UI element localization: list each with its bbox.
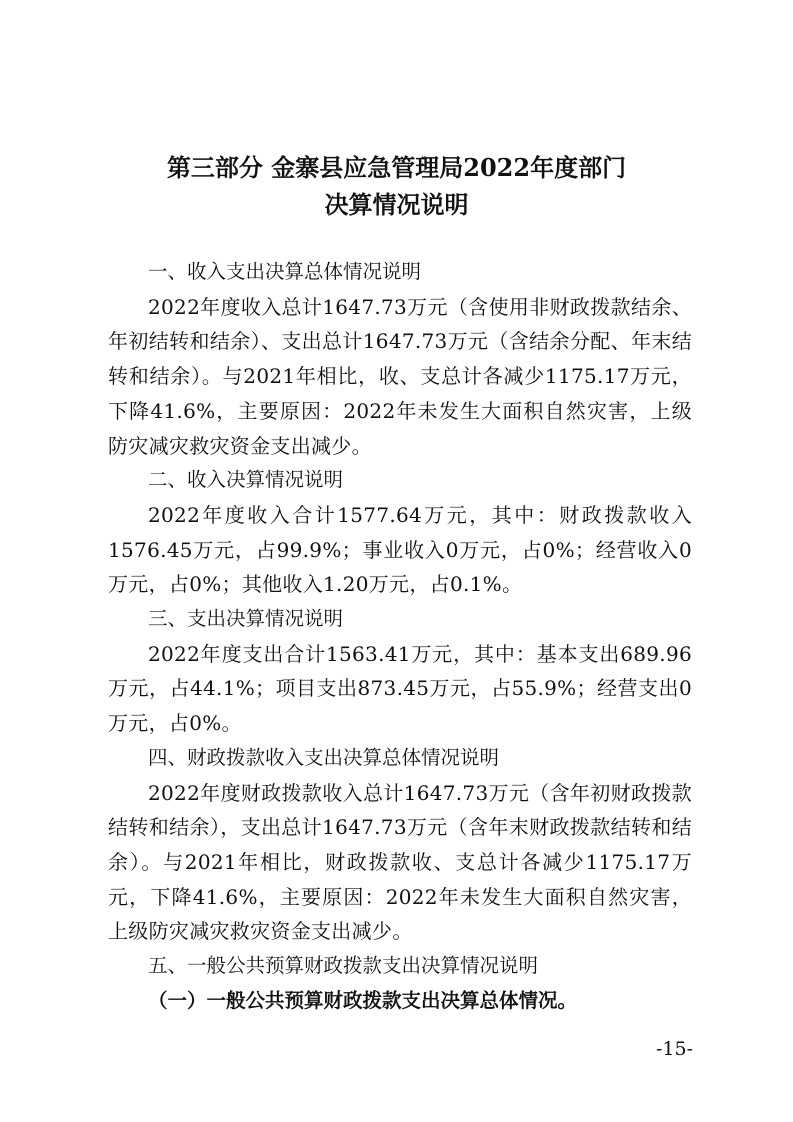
page-number: -15- <box>655 1038 693 1060</box>
section-5-heading: 五、一般公共预算财政拨款支出决算情况说明 <box>148 954 539 978</box>
section-5-subheading: （一）一般公共预算财政拨款支出决算总体情况。 <box>148 988 578 1012</box>
section-4-heading: 四、财政拨款收入支出决算总体情况说明 <box>148 745 500 769</box>
section-2-heading: 二、收入决算情况说明 <box>148 468 344 492</box>
page-title-line-1: 第三部分 金寨县应急管理局2022年度部门 <box>166 153 627 182</box>
section-1-text: 2022年度收入总计1647.73万元（含使用非财政拨款结余、年初结转和结余）、支出总计1647.73万元（含结余分配、年末结转和结余）。与2021年相比，收、支总计各减少1175.17万元，下降41.6%，主要原因：2022年未发生大面积自然灾害，上级防灾减灾救灾资金支出减少。 <box>108 294 692 458</box>
section-3-heading: 三、支出决算情况说明 <box>148 607 344 631</box>
section-4-text: 2022年度财政拨款收入总计1647.73万元（含年初财政拨款结转和结余），支出总计1647.73万元（含年末财政拨款结转和结余）。与2021年相比，财政拨款收、支总计各减少1175.17万元，下降41.6%，主要原因：2022年未发生大面积自然灾害，上级防灾减灾救灾资金支出减少。 <box>108 780 692 944</box>
section-3-text: 2022年度支出合计1563.41万元，其中：基本支出689.96万元，占44.1%；项目支出873.45万元，占55.9%；经营支出0万元，占0%。 <box>108 641 692 736</box>
section-1-heading: 一、收入支出决算总体情况说明 <box>148 260 422 283</box>
section-2-text: 2022年度收入合计1577.64万元，其中：财政拨款收入1576.45万元，占99.9%；事业收入0万元，占0%；经营收入0万元，占0%；其他收入1.20万元，占0.1%。 <box>108 502 692 597</box>
page-title-line-2: 决算情况说明 <box>324 190 469 219</box>
document-body <box>108 255 692 1018</box>
